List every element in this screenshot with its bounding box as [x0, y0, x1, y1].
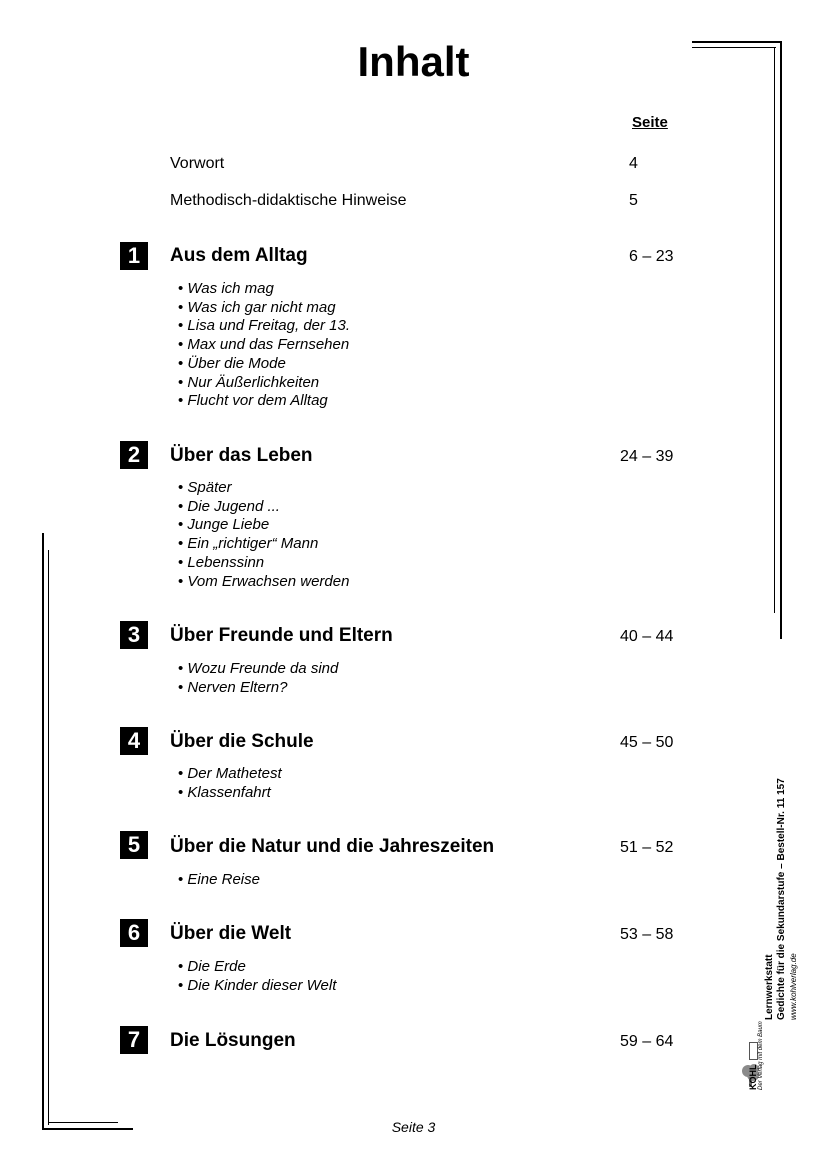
frame-right-line [780, 41, 782, 639]
chapter-pages: 24 – 39 [620, 448, 674, 465]
chapter-number-box: 1 [120, 242, 148, 270]
chapter-item-list [178, 765, 282, 802]
chapter-item[interactable]: • Nerven Eltern? [178, 679, 338, 698]
chapter-item[interactable]: • Die Erde [178, 958, 336, 977]
chapter-number-box: 4 [120, 727, 148, 755]
sidebar-line-1: Lernwerkstatt [764, 954, 775, 1020]
page-column-header: Seite [632, 114, 668, 131]
chapter-item[interactable]: • Klassenfahrt [178, 784, 282, 803]
chapter-item[interactable]: • Wozu Freunde da sind [178, 660, 338, 679]
publisher-logo-badge [749, 1042, 758, 1060]
chapter-item[interactable]: • Die Jugend ... [178, 498, 349, 517]
toc-intro-label[interactable]: Vorwort [170, 155, 225, 172]
chapter-pages: 6 – 23 [629, 248, 674, 265]
chapter-item[interactable]: • Was ich gar nicht mag [178, 299, 350, 318]
chapter-item[interactable]: • Über die Mode [178, 355, 350, 374]
chapter-item-list [178, 479, 349, 591]
sidebar-publisher-info [764, 778, 800, 1020]
chapter-number-box: 3 [120, 621, 148, 649]
page-title: Inhalt [357, 38, 470, 85]
chapter-item[interactable]: • Was ich mag [178, 280, 350, 299]
toc-intro-label[interactable]: Methodisch-didaktische Hinweise [170, 192, 407, 209]
chapter-item[interactable]: • Später [178, 479, 349, 498]
chapter-item[interactable]: • Vom Erwachsen werden [178, 573, 349, 592]
toc-intro-page: 5 [629, 192, 638, 209]
chapter-number-box: 2 [120, 441, 148, 469]
chapter-title[interactable]: Über die Welt [170, 923, 292, 944]
page-footer: Seite 3 [391, 1119, 436, 1135]
chapter-title[interactable]: Über die Schule [170, 731, 314, 752]
chapter-item[interactable]: • Die Kinder dieser Welt [178, 977, 336, 996]
publisher-logo-slogan: Der Verlag mit dem Baum [758, 1021, 765, 1090]
chapter-item[interactable]: • Lisa und Freitag, der 13. [178, 317, 350, 336]
chapter-item[interactable]: • Der Mathetest [178, 765, 282, 784]
chapter-item[interactable]: • Eine Reise [178, 871, 260, 890]
chapter-number-box: 7 [120, 1026, 148, 1054]
chapter-title[interactable]: Über Freunde und Eltern [170, 625, 393, 646]
sidebar-url: www.kohlverlag.de [789, 953, 798, 1020]
chapter-item-list [178, 660, 338, 697]
publisher-logo [748, 1021, 765, 1090]
frame-left-line-inner [48, 550, 49, 1125]
chapter-item-list [178, 958, 336, 995]
sidebar-line-2: Gedichte für die Sekundarstufe – Bestell-Nr. 11 157 [776, 778, 787, 1020]
chapter-pages: 59 – 64 [620, 1033, 674, 1050]
chapter-title[interactable]: Über das Leben [170, 445, 313, 466]
chapter-item[interactable]: • Junge Liebe [178, 516, 349, 535]
chapter-item-list [178, 280, 350, 411]
chapter-number-box: 5 [120, 831, 148, 859]
publisher-logo-text: KOHL [748, 1064, 758, 1090]
chapter-item[interactable]: • Nur Äußerlichkeiten [178, 374, 350, 393]
chapter-item[interactable]: • Max und das Fernsehen [178, 336, 350, 355]
chapter-pages: 40 – 44 [620, 628, 674, 645]
frame-left-line [42, 533, 44, 1130]
chapter-item[interactable]: • Flucht vor dem Alltag [178, 392, 350, 411]
chapter-title[interactable]: Über die Natur und die Jahreszeiten [170, 836, 495, 857]
chapter-pages: 53 – 58 [620, 926, 674, 943]
chapter-pages: 51 – 52 [620, 839, 674, 856]
chapter-title[interactable]: Aus dem Alltag [170, 245, 308, 266]
chapter-number-box: 6 [120, 919, 148, 947]
chapter-pages: 45 – 50 [620, 734, 674, 751]
chapter-title[interactable]: Die Lösungen [170, 1030, 296, 1051]
frame-right-line-inner [774, 47, 775, 613]
chapter-item[interactable]: • Ein „richtiger“ Mann [178, 535, 349, 554]
chapter-item[interactable]: • Lebenssinn [178, 554, 349, 573]
chapter-item-list [178, 871, 260, 890]
toc-intro-page: 4 [629, 155, 638, 172]
